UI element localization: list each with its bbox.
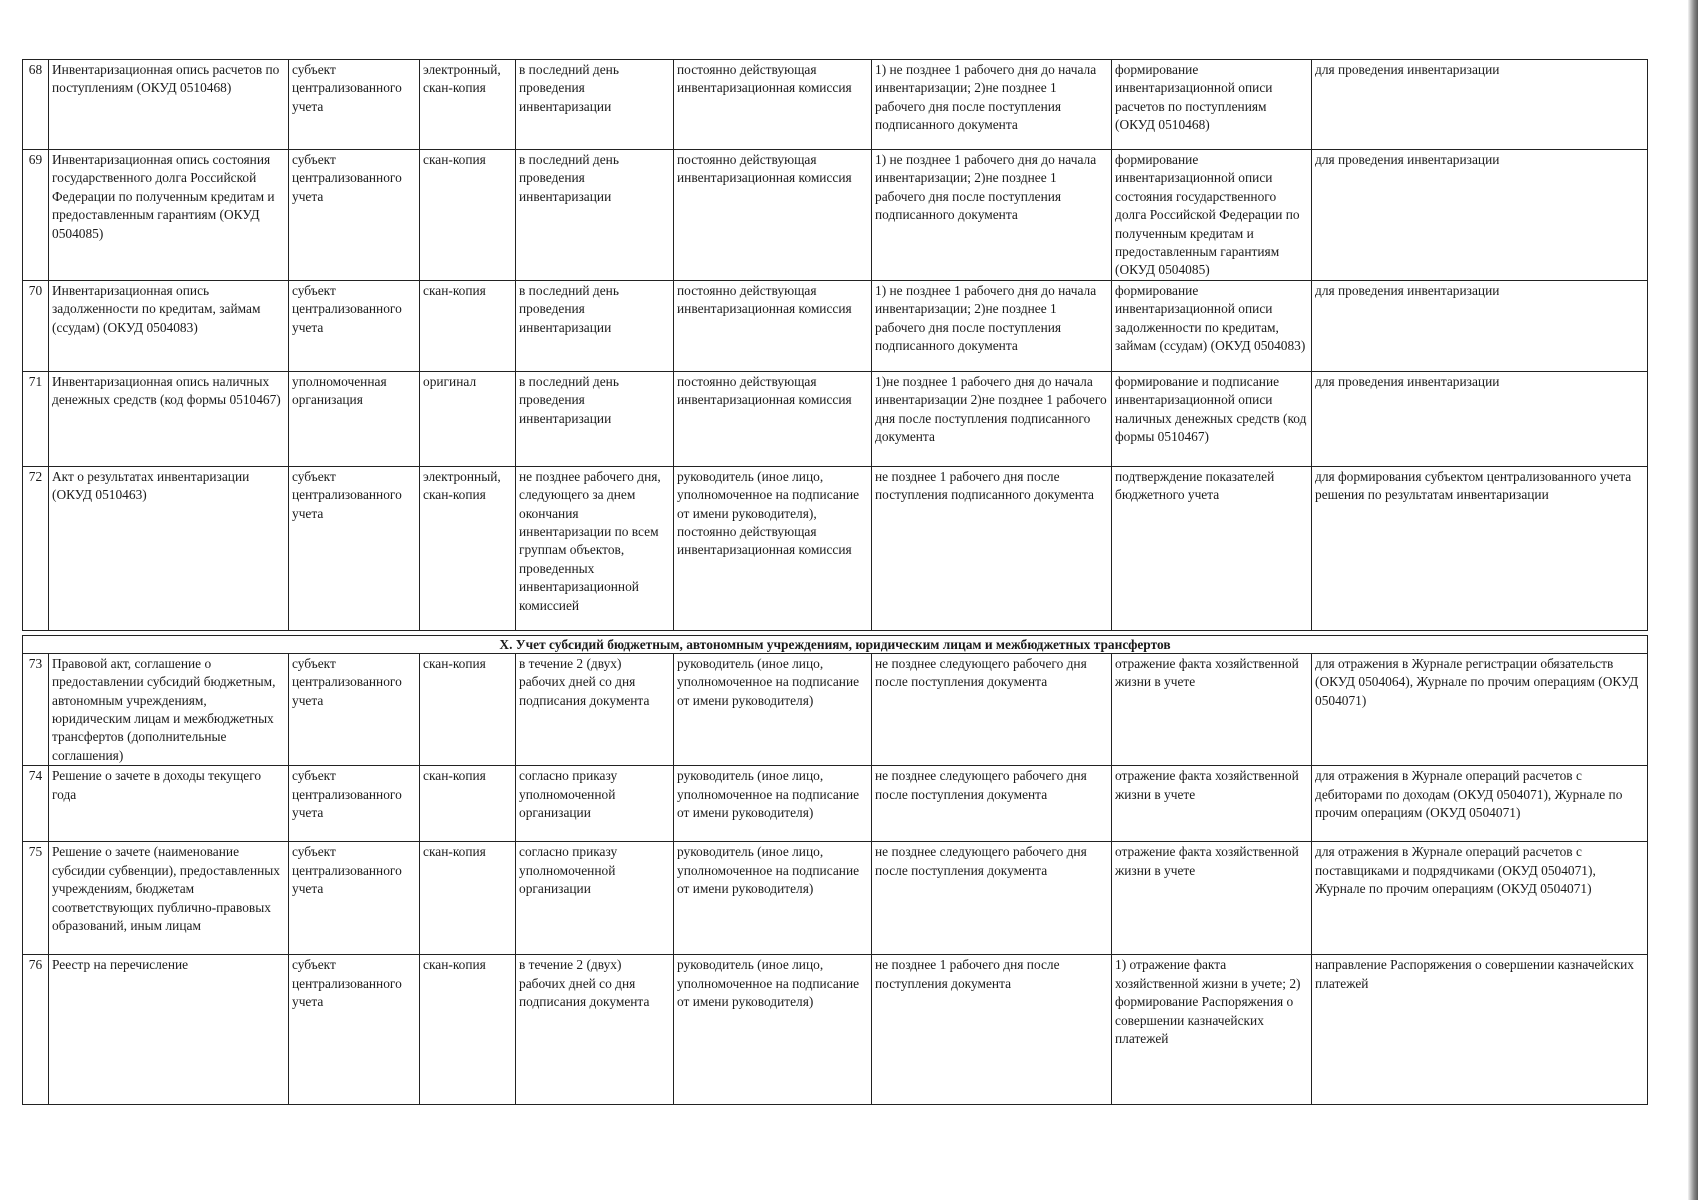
document-name: Реестр на перечисление [49,955,289,1105]
row-number: 74 [23,766,49,842]
document-name: Правовой акт, соглашение о предоставлении субсидий бюджетным, автономным учреждениям, юридическим лицам и межбюджетных трансфертов (дополнительные соглашения) [49,653,289,765]
document-form: оригинал [420,371,516,466]
submitter: субъект централизованного учета [289,60,420,150]
table-row [23,653,1648,765]
submitter: субъект централизованного учета [289,842,420,955]
row-number: 70 [23,280,49,371]
action: формирование инвентаризационной описи расчетов по поступлениям (ОКУД 0510468) [1112,60,1312,150]
submission-term: не позднее рабочего дня, следующего за днем окончания инвентаризации по всем группам объектов, проведенных инвентаризационной комиссией [516,466,674,630]
section-header-row [23,635,1648,653]
row-number: 69 [23,150,49,281]
submission-term: в течение 2 (двух) рабочих дней со дня подписания документа [516,653,674,765]
purpose: для формирования субъектом централизованного учета решения по результатам инвентаризации [1312,466,1648,630]
submitter: субъект централизованного учета [289,466,420,630]
processing-deadline: не позднее следующего рабочего дня после поступления документа [872,842,1112,955]
table-body-after-section [23,653,1648,1104]
table-row [23,60,1648,150]
submitter: субъект централизованного учета [289,150,420,281]
action: формирование и подписание инвентаризационной описи наличных денежных средств (код формы 0510467) [1112,371,1312,466]
responsible-person: руководитель (иное лицо, уполномоченное на подписание от имени руководителя) [674,842,872,955]
submitter: уполномоченная организация [289,371,420,466]
document-name: Инвентаризационная опись наличных денежных средств (код формы 0510467) [49,371,289,466]
purpose: для проведения инвентаризации [1312,371,1648,466]
table-row [23,842,1648,955]
document-form: скан-копия [420,842,516,955]
purpose: для отражения в Журнале регистрации обязательств (ОКУД 0504064), Журнале по прочим операциям (ОКУД 0504071) [1312,653,1648,765]
document-form: электронный, скан-копия [420,60,516,150]
submitter: субъект централизованного учета [289,280,420,371]
table-row [23,150,1648,281]
submitter: субъект централизованного учета [289,955,420,1105]
responsible-person: руководитель (иное лицо, уполномоченное на подписание от имени руководителя) [674,955,872,1105]
submitter: субъект централизованного учета [289,766,420,842]
submission-term: в последний день проведения инвентаризации [516,150,674,281]
submission-term: в последний день проведения инвентаризации [516,60,674,150]
scan-edge [1688,0,1698,1200]
row-number: 72 [23,466,49,630]
action: отражение факта хозяйственной жизни в учете [1112,653,1312,765]
document-name: Инвентаризационная опись состояния государственного долга Российской Федерации по полученным кредитам и предоставленным гарантиям (ОКУД 0504085) [49,150,289,281]
document-form: скан-копия [420,766,516,842]
processing-deadline: 1) не позднее 1 рабочего дня до начала инвентаризации; 2)не позднее 1 рабочего дня после поступления подписанного документа [872,280,1112,371]
document-name: Акт о результатах инвентаризации (ОКУД 0510463) [49,466,289,630]
action: 1) отражение факта хозяйственной жизни в учете; 2) формирование Распоряжения о совершении казначейских платежей [1112,955,1312,1105]
document-form: скан-копия [420,150,516,281]
submission-term: согласно приказу уполномоченной организации [516,766,674,842]
responsible-person: постоянно действующая инвентаризационная комиссия [674,150,872,281]
action: формирование инвентаризационной описи состояния государственного долга Российской Федерации по полученным кредитам и предоставленным гарантиям (ОКУД 0504085) [1112,150,1312,281]
responsible-person: руководитель (иное лицо, уполномоченное на подписание от имени руководителя) [674,766,872,842]
section-block [23,630,1648,653]
processing-deadline: 1)не позднее 1 рабочего дня до начала инвентаризации 2)не позднее 1 рабочего дня после поступления подписанного документа [872,371,1112,466]
table-row [23,371,1648,466]
document-form: скан-копия [420,280,516,371]
document-form: электронный, скан-копия [420,466,516,630]
submission-term: в последний день проведения инвентаризации [516,371,674,466]
table-row [23,955,1648,1105]
responsible-person: постоянно действующая инвентаризационная комиссия [674,371,872,466]
purpose: для проведения инвентаризации [1312,150,1648,281]
responsible-person: руководитель (иное лицо, уполномоченное на подписание от имени руководителя) [674,653,872,765]
purpose: направление Распоряжения о совершении казначейских платежей [1312,955,1648,1105]
responsible-person: постоянно действующая инвентаризационная комиссия [674,60,872,150]
action: подтверждение показателей бюджетного учета [1112,466,1312,630]
processing-deadline: не позднее следующего рабочего дня после поступления документа [872,766,1112,842]
processing-deadline: не позднее 1 рабочего дня после поступления документа [872,955,1112,1105]
submission-term: в течение 2 (двух) рабочих дней со дня подписания документа [516,955,674,1105]
processing-deadline: 1) не позднее 1 рабочего дня до начала инвентаризации; 2)не позднее 1 рабочего дня после поступления подписанного документа [872,150,1112,281]
row-number: 71 [23,371,49,466]
purpose: для отражения в Журнале операций расчетов с поставщиками и подрядчиками (ОКУД 0504071), Журнале по прочим операциям (ОКУД 0504071) [1312,842,1648,955]
submission-term: согласно приказу уполномоченной организации [516,842,674,955]
action: формирование инвентаризационной описи задолженности по кредитам, займам (ссудам) (ОКУД 0504083) [1112,280,1312,371]
row-number: 75 [23,842,49,955]
responsible-person: руководитель (иное лицо, уполномоченное на подписание от имени руководителя), постоянно действующая инвентаризационная комиссия [674,466,872,630]
submission-term: в последний день проведения инвентаризации [516,280,674,371]
section-title: X. Учет субсидий бюджетным, автономным учреждениям, юридическим лицам и межбюджетных трансфертов [23,635,1648,653]
processing-deadline: 1) не позднее 1 рабочего дня до начала инвентаризации; 2)не позднее 1 рабочего дня после поступления подписанного документа [872,60,1112,150]
row-number: 73 [23,653,49,765]
document-name: Инвентаризационная опись расчетов по поступлениям (ОКУД 0510468) [49,60,289,150]
document-form: скан-копия [420,653,516,765]
action: отражение факта хозяйственной жизни в учете [1112,842,1312,955]
table-row [23,280,1648,371]
table-row [23,466,1648,630]
purpose: для проведения инвентаризации [1312,280,1648,371]
document-form: скан-копия [420,955,516,1105]
processing-deadline: не позднее следующего рабочего дня после поступления документа [872,653,1112,765]
action: отражение факта хозяйственной жизни в учете [1112,766,1312,842]
processing-deadline: не позднее 1 рабочего дня после поступления подписанного документа [872,466,1112,630]
table-body-before-section [23,60,1648,631]
document-name: Решение о зачете в доходы текущего года [49,766,289,842]
table-row [23,766,1648,842]
submitter: субъект централизованного учета [289,653,420,765]
row-number: 68 [23,60,49,150]
responsible-person: постоянно действующая инвентаризационная комиссия [674,280,872,371]
row-number: 76 [23,955,49,1105]
document-table [22,59,1648,1105]
document-name: Решение о зачете (наименование субсидии субвенции), предоставленных учреждениям, бюджетам соответствующих публично-правовых образований, иным лицам [49,842,289,955]
document-name: Инвентаризационная опись задолженности по кредитам, займам (ссудам) (ОКУД 0504083) [49,280,289,371]
purpose: для отражения в Журнале операций расчетов с дебиторами по доходам (ОКУД 0504071), Журнале по прочим операциям (ОКУД 0504071) [1312,766,1648,842]
purpose: для проведения инвентаризации [1312,60,1648,150]
